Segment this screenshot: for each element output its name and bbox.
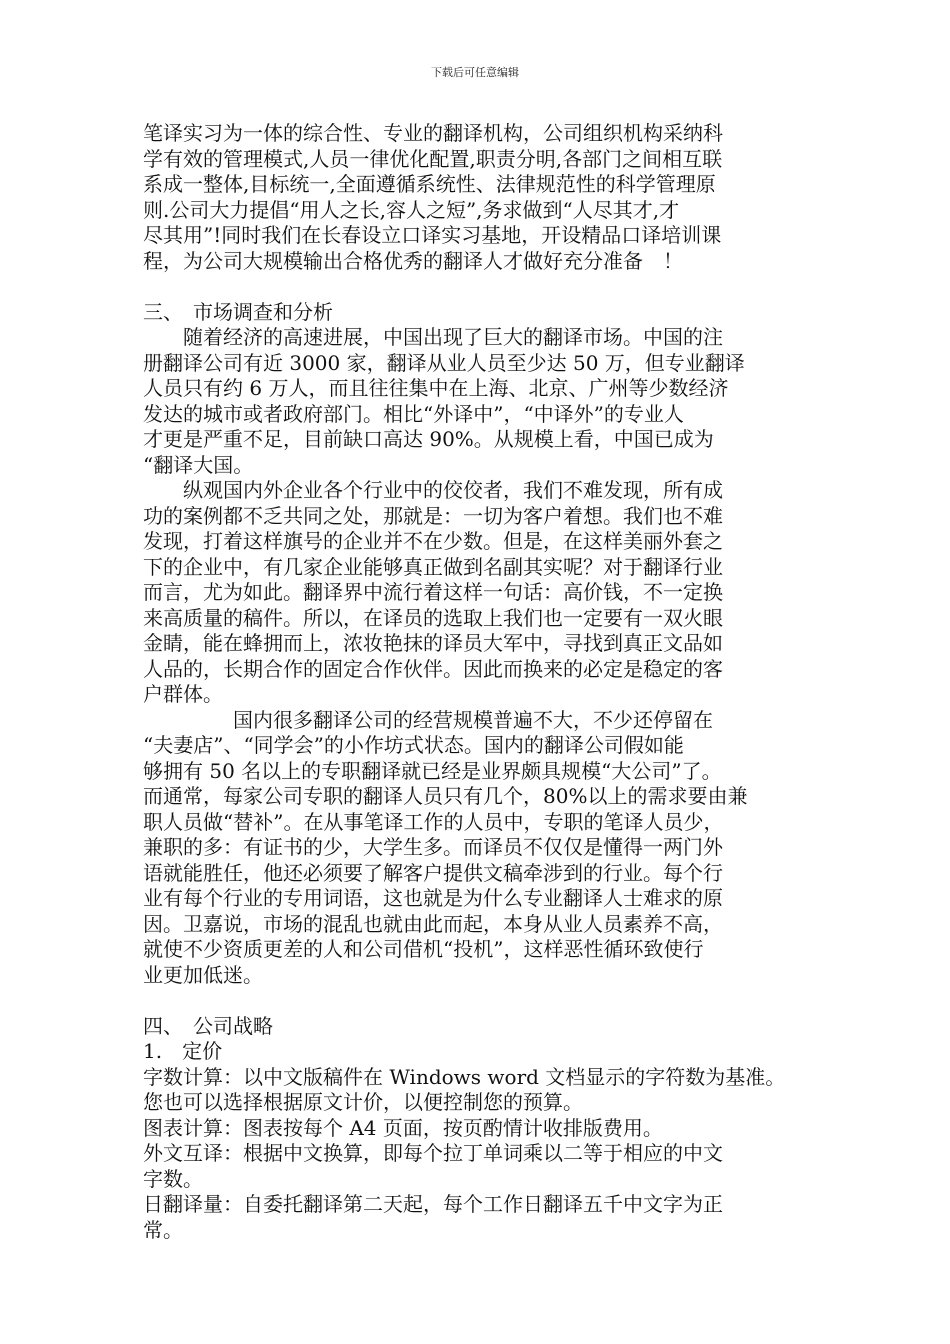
- text-line: 图表计算：图表按每个 A4 页面，按页酌情计收排版费用。: [143, 1115, 663, 1140]
- text-line: 才更是严重不足，目前缺口高达 90%。从规模上看，中国已成为: [143, 427, 714, 451]
- text-line: 外文互译：根据中文换算，即每个拉丁单词乘以二等于相应的中文: [143, 1141, 723, 1165]
- text-line: 纵观国内外企业各个行业中的佼佼者，我们不难发现，所有成: [183, 478, 723, 502]
- text-line: 国内很多翻译公司的经营规模普遍不大，不少还停留在: [233, 707, 713, 732]
- text-line: 常。: [143, 1217, 183, 1242]
- text-line: 则.公司大力提倡“用人之长,容人之短”,务求做到“人尽其才,才: [143, 197, 680, 222]
- text-line: 发现，打着这样旗号的企业并不在少数。但是，在这样美丽外套之: [143, 529, 723, 553]
- text-line: 职人员做“替补”。在从事笔译工作的人员中，专职的笔译人员少，: [143, 809, 724, 834]
- text-line: 程，为公司大规模输出合格优秀的翻译人才做好充分准备 ！: [143, 248, 683, 273]
- text-line: 三、 市场调查和分析: [143, 299, 333, 324]
- text-line: 够拥有 50 名以上的专职翻译就已经是业界颇具规模“大公司”了。: [143, 758, 722, 783]
- text-line: 日翻译量：自委托翻译第二天起，每个工作日翻译五千中文字为正: [143, 1192, 723, 1216]
- body-text: [143, 121, 823, 1243]
- text-line: “夫妻店”、“同学会”的小作坊式状态。国内的翻译公司假如能: [143, 733, 684, 757]
- text-line: 业有每个行业的专用词语，这也就是为什么专业翻译人士难求的原: [143, 886, 723, 910]
- paragraph: [143, 300, 823, 326]
- text-line: 系成一整体,目标统一,全面遵循系统性、法律规范性的科学管理原: [143, 172, 716, 196]
- text-line: 因。卫嘉说，市场的混乱也就由此而起，本身从业人员素养不高，: [143, 911, 723, 936]
- text-line: 下的企业中，有几家企业能够真正做到名副其实呢？对于翻译行业: [143, 554, 723, 579]
- text-line: 笔译实习为一体的综合性、专业的翻译机构，公司组织机构采纳科: [143, 121, 723, 145]
- text-line: 字数。: [143, 1166, 203, 1191]
- text-line: 而通常，每家公司专职的翻译人员只有几个，80%以上的需求要由兼: [143, 784, 748, 808]
- text-line: 语就能胜任，他还必须要了解客户提供文稿牵涉到的行业。每个行: [143, 860, 723, 885]
- text-line: 功的案例都不乏共同之处，那就是：一切为客户着想。我们也不难: [143, 503, 723, 528]
- text-line: “翻译大国。: [143, 452, 254, 477]
- paragraph: [143, 708, 823, 989]
- text-line: 四、 公司战略: [143, 1013, 273, 1038]
- text-line: 就使不少资质更差的人和公司借机“投机”，这样恶性循环致使行: [143, 937, 704, 961]
- text-line: 兼职的多：有证书的少，大学生多。而译员不仅仅是懂得一两门外: [143, 835, 723, 859]
- paragraph: [143, 1014, 823, 1244]
- text-line: 册翻译公司有近 3000 家，翻译从业人员至少达 50 万，但专业翻译: [143, 350, 745, 375]
- text-line: 人品的，长期合作的固定合作伙伴。因此而换来的必定是稳定的客: [143, 656, 723, 681]
- page-header: 下载后可任意编辑: [431, 66, 519, 79]
- paragraph: [143, 325, 823, 478]
- text-line: 业更加低迷。: [143, 962, 263, 987]
- text-line: 您也可以选择根据原文计价，以便控制您的预算。: [143, 1090, 583, 1114]
- paragraph: [143, 121, 823, 274]
- text-line: 学有效的管理模式,人员一律优化配置,职责分明,各部门之间相互联: [143, 146, 723, 171]
- paragraph-gap: [143, 988, 823, 1014]
- text-line: 尽其用”!同时我们在长春设立口译实习基地，开设精品口译培训课: [143, 223, 722, 247]
- text-line: 而言，尤为如此。翻译界中流行着这样一句话：高价钱，不一定换: [143, 580, 723, 604]
- text-line: 金睛，能在蜂拥而上，浓妆艳抹的译员大军中，寻找到真正文品如: [143, 631, 723, 655]
- text-line: 来高质量的稿件。所以，在译员的选取上我们也一定要有一双火眼: [143, 605, 723, 630]
- paragraph-gap: [143, 274, 823, 300]
- paragraph: [143, 478, 823, 708]
- text-line: 人员只有约 6 万人，而且往往集中在上海、北京、广州等少数经济: [143, 376, 729, 400]
- text-line: 字数计算：以中文版稿件在 Windows word 文档显示的字符数为基准。: [143, 1064, 786, 1089]
- text-line: 随着经济的高速进展，中国出现了巨大的翻译市场。中国的注: [183, 325, 723, 349]
- text-line: 发达的城市或者政府部门。相比“外译中”，“中译外”的专业人: [143, 401, 684, 426]
- text-line: 1. 定价: [143, 1039, 223, 1063]
- text-line: 户群体。: [143, 682, 223, 706]
